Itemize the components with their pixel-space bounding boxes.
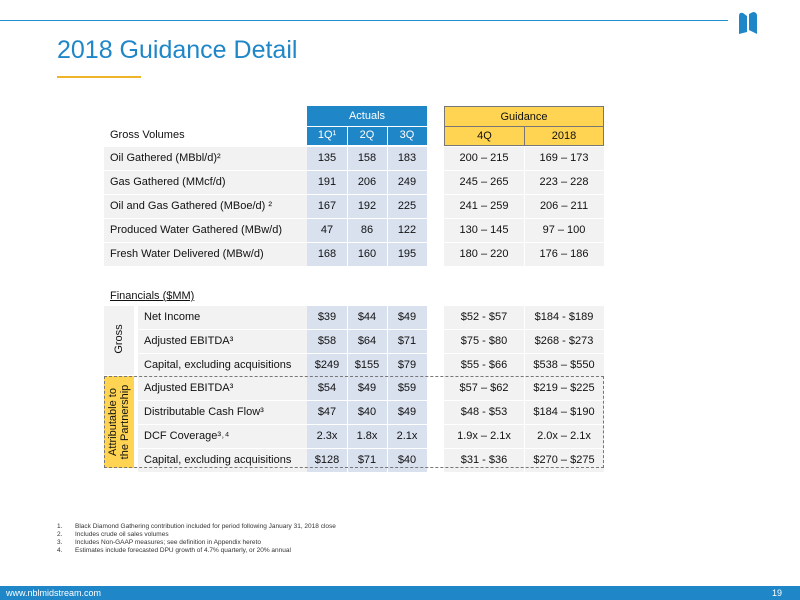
volume-row-y2018-cell: 206 – 211 xyxy=(539,200,589,212)
volume-row-q3-cell: 249 xyxy=(397,176,417,188)
gross-row-q1-cell: $249 xyxy=(314,359,340,371)
top-rule xyxy=(0,20,728,21)
partnership-row-q1-cell: $128 xyxy=(314,454,340,466)
volume-row-q2-cell: 192 xyxy=(357,200,377,212)
footer-bar xyxy=(0,586,800,600)
partnership-row-q2-cell: $71 xyxy=(357,454,377,466)
gross-row-q4-cell: $75 - $80 xyxy=(460,335,508,347)
footnote-2: 2. Includes crude oil sales volumes xyxy=(57,531,169,538)
gross-row-q1-cell: $39 xyxy=(317,311,337,323)
footnote-3: 3. Includes Non-GAAP measures; see definition in Appendix hereto xyxy=(57,539,261,546)
footnote-4: 4. Estimates include forecasted DPU growth of 4.7% quarterly, or 20% annual xyxy=(57,547,291,554)
col-header-2018: 2018 xyxy=(524,126,604,146)
volume-row-q3-cell: 183 xyxy=(397,152,417,164)
volume-row-q4-cell: 245 – 265 xyxy=(459,176,509,188)
footnotes xyxy=(57,523,336,555)
partnership-row-q1-cell: $54 xyxy=(317,382,337,394)
gross-row-label: Adjusted EBITDA³ xyxy=(144,335,234,347)
gross-group-label: Gross xyxy=(113,324,125,354)
partnership-row-q2-cell: $49 xyxy=(357,382,377,394)
partnership-row-q4-cell: $31 - $36 xyxy=(460,454,508,466)
partnership-row-q1-cell: $47 xyxy=(317,406,337,418)
gross-row-q3-cell: $71 xyxy=(397,335,417,347)
volume-row-q1-cell: 47 xyxy=(320,224,334,236)
partnership-row-y2018-cell: $219 – $225 xyxy=(533,382,595,394)
volume-row-y2018-cell: 169 – 173 xyxy=(539,152,589,164)
actuals-header: Actuals xyxy=(307,106,427,126)
financials-label: Financials ($MM) xyxy=(110,290,195,302)
partnership-row-q2-cell: 1.8x xyxy=(356,430,378,442)
volume-row-y2018-cell: 223 – 228 xyxy=(539,176,589,188)
gross-row-y2018-cell: $184 - $189 xyxy=(534,311,594,323)
partnership-row-y2018-cell: 2.0x – 2.1x xyxy=(537,430,591,442)
partnership-row-y2018-cell: $270 – $275 xyxy=(533,454,595,466)
gross-row-label: Net Income xyxy=(144,311,201,323)
nbl-midstream-logo-icon xyxy=(736,10,760,36)
partnership-row-label: DCF Coverage³˒⁴ xyxy=(144,430,230,442)
partnership-row-q3-cell: $40 xyxy=(397,454,417,466)
volume-row-q2-cell: 206 xyxy=(357,176,377,188)
gross-row-q2-cell: $44 xyxy=(357,311,377,323)
partnership-row-label: Distributable Cash Flow³ xyxy=(144,406,264,418)
col-header-1q: 1Q¹ xyxy=(307,126,347,145)
volume-row-label: Gas Gathered (MMcf/d) xyxy=(110,176,226,188)
page-number: 19 xyxy=(772,588,783,598)
partnership-row-q3-cell: 2.1x xyxy=(396,430,418,442)
volume-row-q3-cell: 225 xyxy=(397,200,417,212)
volume-row-q2-cell: 160 xyxy=(357,248,377,260)
volume-row-label: Oil Gathered (MBbl/d)² xyxy=(110,152,221,164)
volume-row-q2-cell: 158 xyxy=(357,152,377,164)
gross-row-q4-cell: $52 - $57 xyxy=(460,311,508,323)
gross-group-tab xyxy=(104,306,134,375)
gross-row-y2018-cell: $268 - $273 xyxy=(534,335,594,347)
footnote-1: 1. Black Diamond Gathering contribution included for period following January 31, 2018 close xyxy=(57,523,336,530)
col-header-4q: 4Q xyxy=(444,126,525,146)
partnership-row-q3-cell: $49 xyxy=(397,406,417,418)
volume-row-q1-cell: 135 xyxy=(317,152,337,164)
volume-row-q1-cell: 167 xyxy=(317,200,337,212)
gross-row-y2018-cell: $538 – $550 xyxy=(533,359,595,371)
guidance-header: Guidance xyxy=(444,106,604,127)
partnership-row-label: Adjusted EBITDA³ xyxy=(144,382,234,394)
gross-row-q1-cell: $58 xyxy=(317,335,337,347)
gross-volumes-label: Gross Volumes xyxy=(110,129,185,141)
volume-row-y2018-cell: 176 – 186 xyxy=(539,248,589,260)
volume-row-q1-cell: 191 xyxy=(317,176,337,188)
volume-row-q3-cell: 195 xyxy=(397,248,417,260)
volume-row-q4-cell: 200 – 215 xyxy=(459,152,509,164)
volume-row-label: Oil and Gas Gathered (MBoe/d) ² xyxy=(110,200,273,212)
volume-row-y2018-cell: 97 – 100 xyxy=(542,224,586,236)
title-underline xyxy=(57,76,141,78)
footer-url-link[interactable]: www.nblmidstream.com xyxy=(6,588,102,598)
volume-row-q4-cell: 241 – 259 xyxy=(459,200,509,212)
partnership-dashed-border xyxy=(104,376,604,468)
partnership-row-q1-cell: 2.3x xyxy=(316,430,338,442)
volume-row-label: Produced Water Gathered (MBw/d) xyxy=(110,224,282,236)
volume-row-q3-cell: 122 xyxy=(397,224,417,236)
col-header-2q: 2Q xyxy=(347,126,387,145)
page-title: 2018 Guidance Detail xyxy=(57,36,298,64)
partnership-row-q4-cell: $57 – $62 xyxy=(459,382,509,394)
partnership-row-q3-cell: $59 xyxy=(397,382,417,394)
partnership-row-q4-cell: 1.9x – 2.1x xyxy=(457,430,511,442)
partnership-row-q4-cell: $48 - $53 xyxy=(460,406,508,418)
gross-row-q2-cell: $155 xyxy=(354,359,380,371)
gross-row-q2-cell: $64 xyxy=(357,335,377,347)
volume-row-q1-cell: 168 xyxy=(317,248,337,260)
partnership-group-label: Attributable to the Partnership xyxy=(107,384,131,460)
partnership-row-y2018-cell: $184 – $190 xyxy=(533,406,595,418)
gross-row-q3-cell: $79 xyxy=(397,359,417,371)
partnership-row-label: Capital, excluding acquisitions xyxy=(144,454,292,466)
volume-row-q4-cell: 130 – 145 xyxy=(459,224,509,236)
volume-row-q2-cell: 86 xyxy=(360,224,374,236)
gross-row-label: Capital, excluding acquisitions xyxy=(144,359,292,371)
volume-row-label: Fresh Water Delivered (MBw/d) xyxy=(110,248,264,260)
gross-row-q4-cell: $55 - $66 xyxy=(460,359,508,371)
col-header-3q: 3Q xyxy=(387,126,427,145)
partnership-row-q2-cell: $40 xyxy=(357,406,377,418)
gross-row-q3-cell: $49 xyxy=(397,311,417,323)
volume-row-q4-cell: 180 – 220 xyxy=(459,248,509,260)
